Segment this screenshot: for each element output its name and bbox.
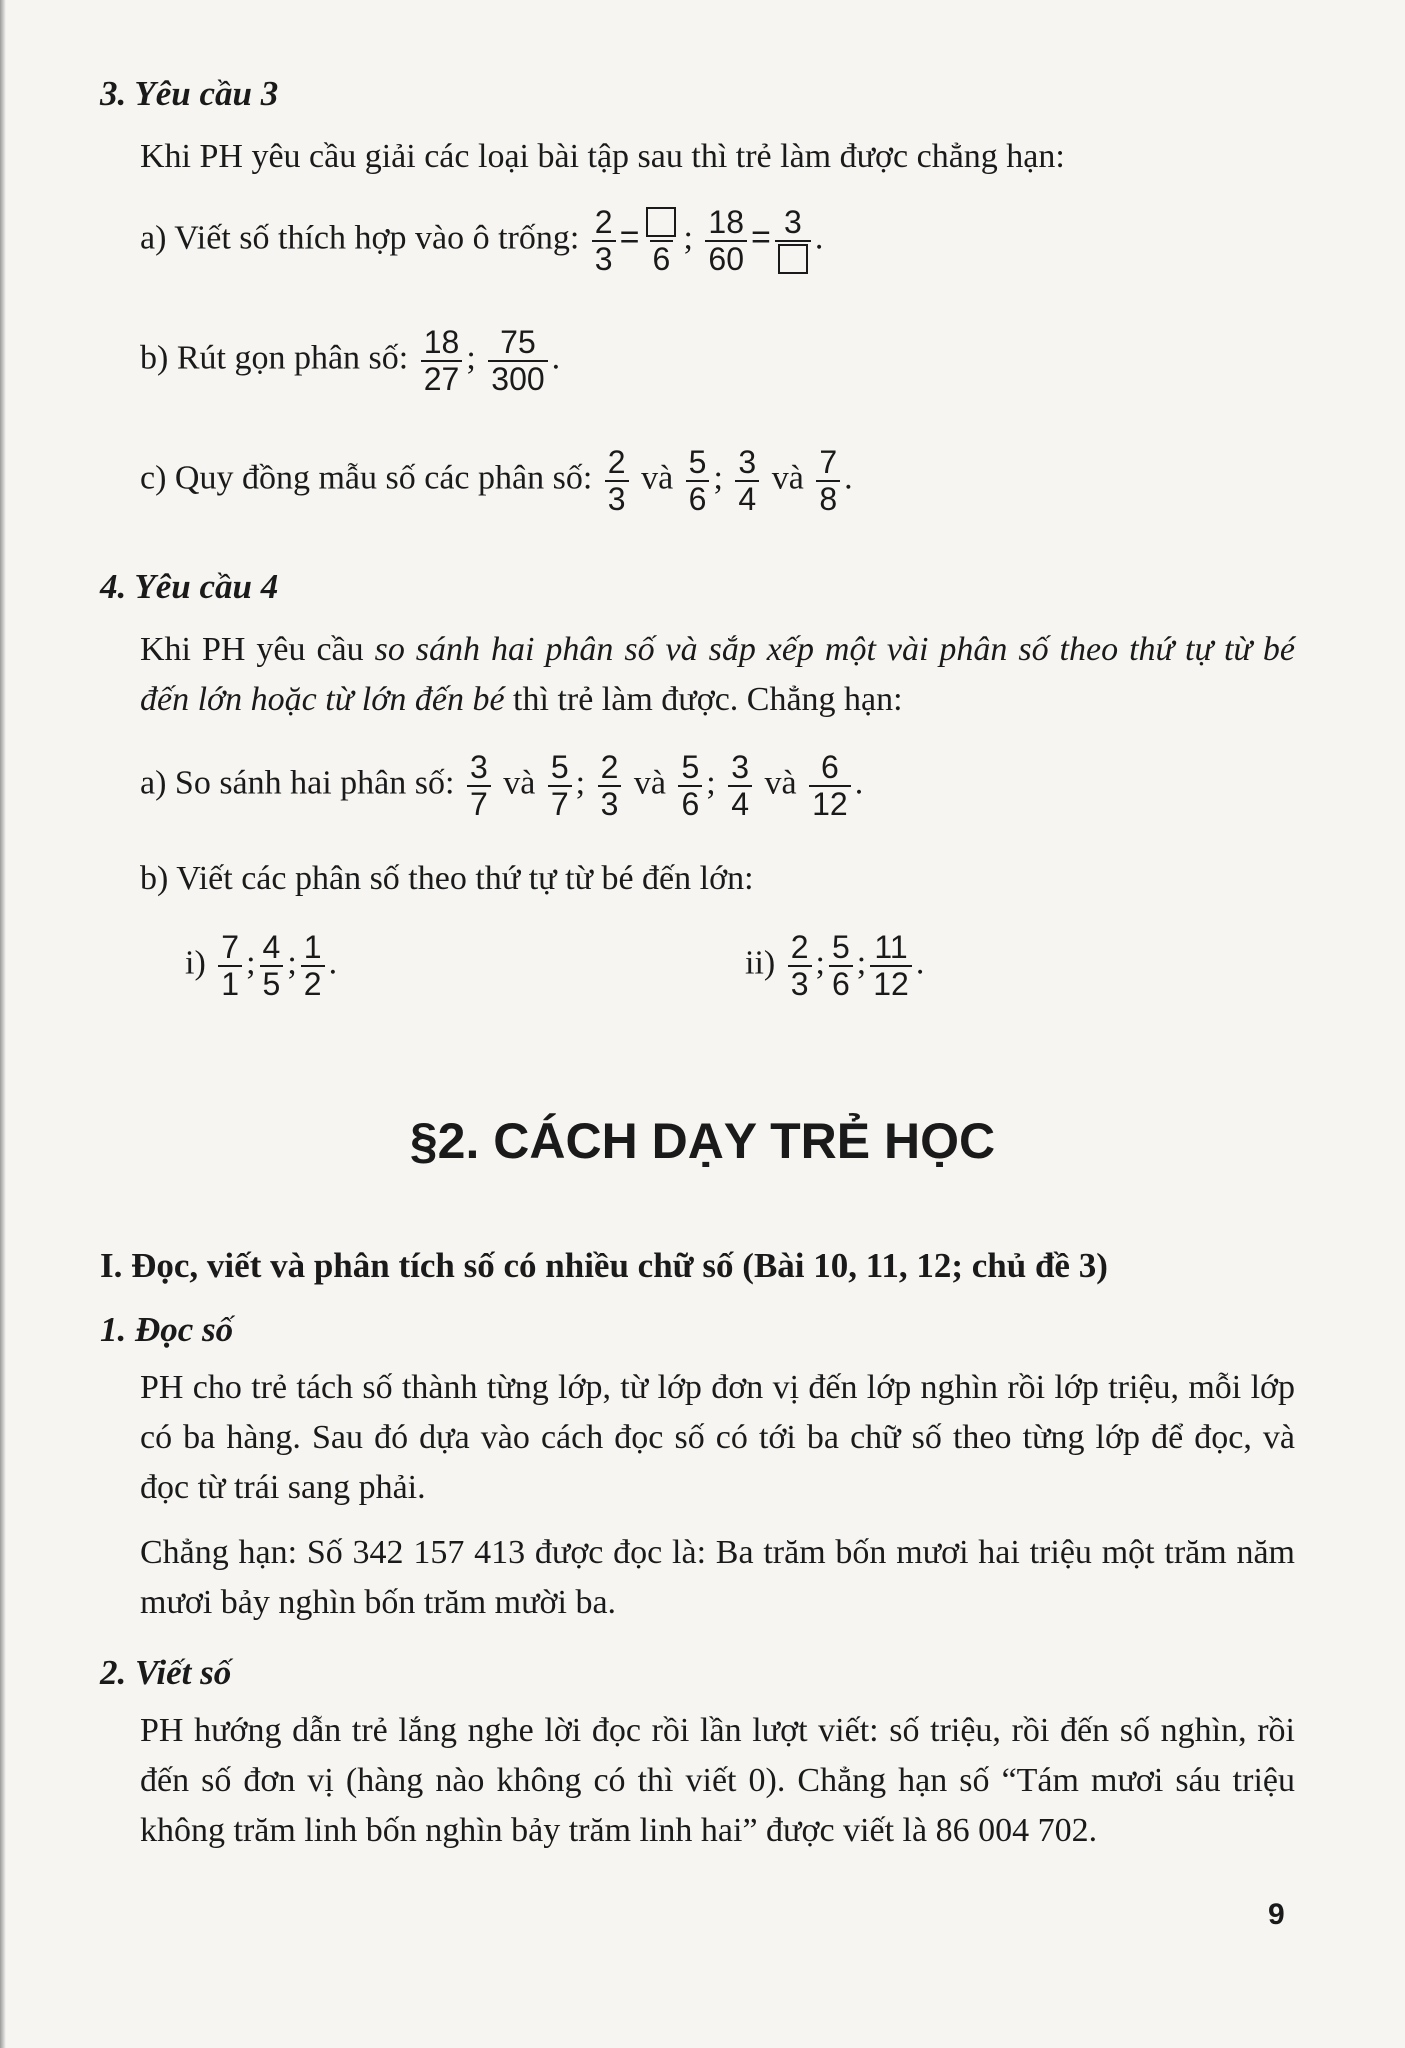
s4-item-b: b) Viết các phân số theo thứ tự từ bé đến lớn:: [140, 860, 754, 897]
fraction: $\frac{5}{6}$: [829, 930, 853, 1001]
s4-item-a: a) So sánh hai phân số: $\frac{3}{7}$ và $\frac{5}{7}$ ; $\frac{2}{3}$ và $\frac{5}{6}$ ; $\frac{3}{4}$ và $\frac{6}{12}$ .: [140, 749, 864, 822]
page-number: 9: [1268, 1898, 1285, 1931]
fraction: $\frac{2}{3}$: [788, 930, 812, 1001]
fraction: $\frac{3}{7}$: [467, 750, 491, 821]
paragraph-doc-so: PH cho trẻ tách số thành từng lớp, từ lớp đơn vị đến lớp nghìn rồi lớp triệu, mỗi lớp có ba hàng. Sau đó dựa vào cách đọc số có tới ba chữ số theo từng lớp để đọc, và đọc từ trái sang phải.: [140, 1369, 1295, 1506]
fraction: $\frac{5}{6}$: [686, 445, 710, 516]
sub-heading-doc-so: 1. Đọc số: [100, 1310, 234, 1349]
empty-box: [778, 244, 808, 274]
s3-item-b: b) Rút gọn phân số: $\frac{18}{27}$ ; $\frac{75}{300}$ .: [140, 324, 561, 397]
paragraph-example-doc-so: Chẳng hạn: Số 342 157 413 được đọc là: Ba trăm bốn mươi hai triệu một trăm năm mươi bảy nghìn bốn trăm mười ba.: [140, 1534, 1295, 1621]
fraction: $\frac{2}{3}$: [598, 750, 622, 821]
fraction: $\frac{7}{8}$: [816, 445, 840, 516]
s4-item-b-i: i) $\frac{7}{1}$ ; $\frac{4}{5}$ ; $\frac{1}{2}$ .: [185, 929, 338, 1002]
fraction: $\frac{5}{6}$: [678, 750, 702, 821]
s4-item-b-ii: ii) $\frac{2}{3}$ ; $\frac{5}{6}$ ; $\frac{11}{12}$ .: [745, 929, 925, 1002]
s3-intro: Khi PH yêu cầu giải các loại bài tập sau thì trẻ làm được chẳng hạn:: [140, 138, 1065, 175]
fraction: $\frac{18}{60}$: [705, 205, 747, 276]
page-spine-shadow: [0, 0, 6, 2048]
fraction: $\frac{6}{12}$: [809, 750, 851, 821]
heading-yeu-cau-3: 3. Yêu cầu 3: [100, 74, 279, 113]
s3-item-c: c) Quy đồng mẫu số các phân số: $\frac{2}{3}$ và $\frac{5}{6}$ ; $\frac{3}{4}$ và $\frac{7}{8}$ .: [140, 444, 853, 517]
fraction: $\frac{11}{12}$: [870, 930, 912, 1001]
fraction: $\frac{75}{300}$: [488, 325, 547, 396]
paragraph-viet-so: PH hướng dẫn trẻ lắng nghe lời đọc rồi lần lượt viết: số triệu, rồi đến số nghìn, rồi đến số đơn vị (hàng nào không có thì viết 0). Chẳng hạn số “Tám mươi sáu triệu không trăm linh bốn nghìn bảy trăm linh hai” được viết là 86 004 702.: [140, 1712, 1295, 1849]
fraction: $\frac{7}{1}$: [218, 930, 242, 1001]
fraction: $\frac{2}{3}$: [605, 445, 629, 516]
heading-yeu-cau-4: 4. Yêu cầu 4: [100, 567, 279, 606]
fraction: $\frac{3}{4}$: [735, 445, 759, 516]
s3-b-label: b) Rút gọn phân số:: [140, 339, 409, 377]
part1-heading: I. Đọc, viết và phân tích số có nhiều chữ số (Bài 10, 11, 12; chủ đề 3): [100, 1246, 1108, 1285]
fraction: $\frac{1}{2}$: [301, 930, 325, 1001]
fraction: $\frac{5}{7}$: [548, 750, 572, 821]
fraction: $\frac{3}{4}$: [728, 750, 752, 821]
s3-a-label: a) Viết số thích hợp vào ô trống:: [140, 219, 580, 257]
fraction: $\frac{2}{3}$: [592, 205, 616, 276]
s3-item-a: a) Viết số thích hợp vào ô trống: $\frac{2}{3}$ = 6 ; $\frac{18}{60}$ = 3 .: [140, 204, 824, 277]
fraction-with-box: 3: [775, 205, 811, 276]
fraction: $\frac{18}{27}$: [421, 325, 463, 396]
fraction-with-box: 6: [643, 205, 679, 276]
empty-box: [646, 207, 676, 237]
sub-heading-viet-so: 2. Viết số: [100, 1653, 232, 1692]
section-title: §2. CÁCH DẠY TRẺ HỌC: [409, 1113, 996, 1169]
fraction: $\frac{4}{5}$: [260, 930, 284, 1001]
s3-c-label: c) Quy đồng mẫu số các phân số:: [140, 459, 593, 497]
s4-a-label: a) So sánh hai phân số:: [140, 764, 455, 802]
s4-intro: Khi PH yêu cầu so sánh hai phân số và sắp xếp một vài phân số theo thứ tự từ bé đến lớn hoặc từ lớn đến bé thì trẻ làm được. Chẳng hạn:: [140, 631, 1296, 718]
